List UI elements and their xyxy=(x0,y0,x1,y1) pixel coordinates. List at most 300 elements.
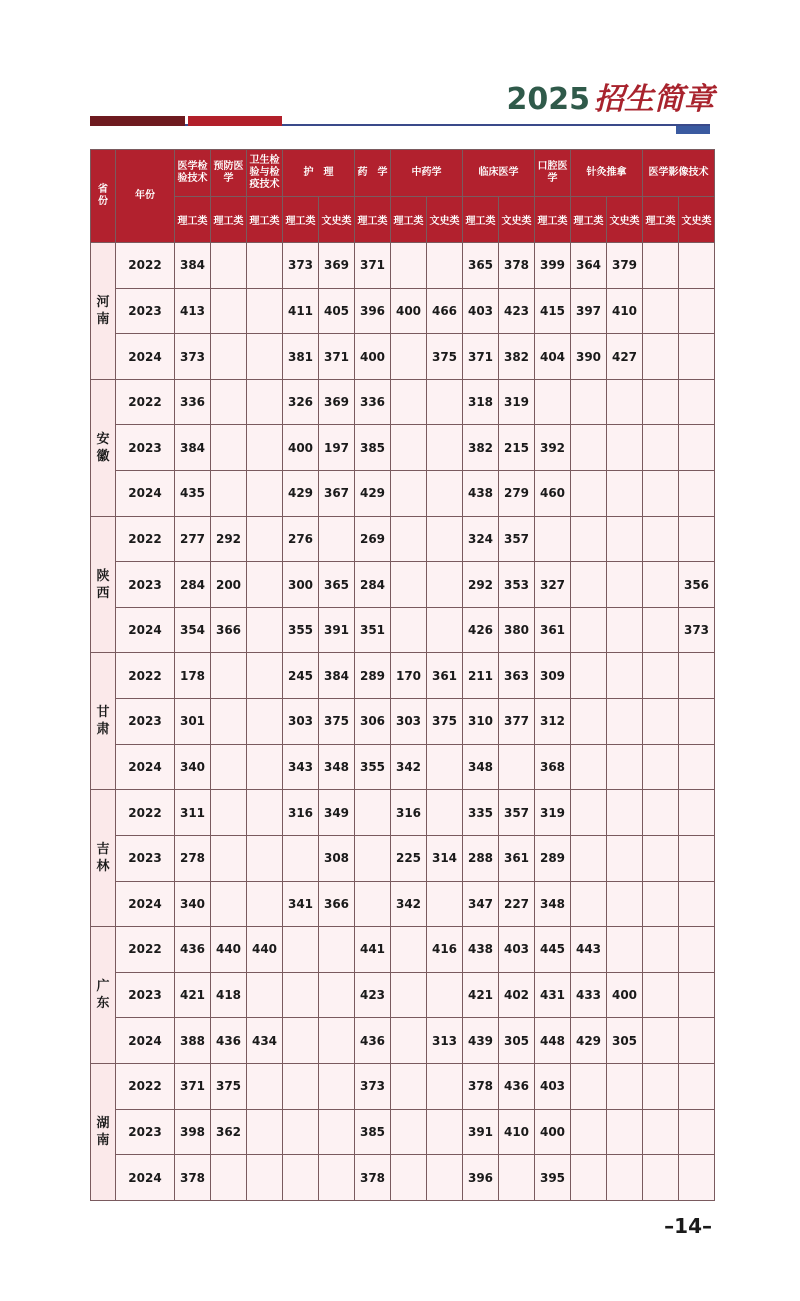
score-cell: 292 xyxy=(211,516,247,562)
score-cell xyxy=(607,425,643,471)
score-cell xyxy=(211,744,247,790)
score-cell xyxy=(679,288,715,334)
score-cell xyxy=(679,243,715,289)
score-cell xyxy=(571,607,607,653)
score-cell xyxy=(607,653,643,699)
score-cell xyxy=(643,1109,679,1155)
score-cell: 363 xyxy=(499,653,535,699)
score-cell: 429 xyxy=(571,1018,607,1064)
score-cell xyxy=(283,1109,319,1155)
subcategory-header: 理工类 xyxy=(211,197,247,243)
score-cell: 382 xyxy=(499,334,535,380)
score-cell xyxy=(607,699,643,745)
score-cell xyxy=(247,471,283,517)
score-cell xyxy=(607,562,643,608)
score-cell: 319 xyxy=(535,790,571,836)
score-cell xyxy=(571,1063,607,1109)
score-cell: 431 xyxy=(535,972,571,1018)
score-cell: 368 xyxy=(535,744,571,790)
score-cell: 378 xyxy=(463,1063,499,1109)
score-cell: 429 xyxy=(355,471,391,517)
score-cell: 371 xyxy=(355,243,391,289)
score-cell: 445 xyxy=(535,927,571,973)
table-row xyxy=(91,1018,715,1064)
score-cell: 310 xyxy=(463,699,499,745)
subcategory-header: 文史类 xyxy=(499,197,535,243)
score-cell: 306 xyxy=(355,699,391,745)
score-cell: 356 xyxy=(679,562,715,608)
score-cell xyxy=(355,835,391,881)
major-header: 药 学 xyxy=(355,150,391,197)
year-cell: 2023 xyxy=(116,699,175,745)
table-row xyxy=(91,607,715,653)
score-cell xyxy=(679,972,715,1018)
score-cell xyxy=(355,790,391,836)
year-cell: 2022 xyxy=(116,243,175,289)
score-cell xyxy=(211,379,247,425)
year-cell: 2024 xyxy=(116,471,175,517)
score-cell xyxy=(427,790,463,836)
score-cell: 427 xyxy=(607,334,643,380)
score-cell xyxy=(391,1063,427,1109)
score-cell: 197 xyxy=(319,425,355,471)
score-cell: 385 xyxy=(355,1109,391,1155)
subcategory-header: 理工类 xyxy=(535,197,571,243)
year-cell: 2023 xyxy=(116,425,175,471)
score-cell xyxy=(427,881,463,927)
score-cell: 429 xyxy=(283,471,319,517)
score-cell xyxy=(247,379,283,425)
score-cell xyxy=(247,653,283,699)
score-cell xyxy=(391,562,427,608)
score-cell xyxy=(211,425,247,471)
province-name: 安徽 xyxy=(96,431,110,464)
year-cell: 2024 xyxy=(116,1155,175,1201)
score-cell xyxy=(247,790,283,836)
score-cell: 384 xyxy=(175,425,211,471)
subcategory-header: 文史类 xyxy=(319,197,355,243)
score-cell: 354 xyxy=(175,607,211,653)
score-cell: 395 xyxy=(535,1155,571,1201)
score-cell xyxy=(247,1155,283,1201)
score-cell xyxy=(679,927,715,973)
score-cell xyxy=(643,927,679,973)
score-cell: 460 xyxy=(535,471,571,517)
score-cell: 433 xyxy=(571,972,607,1018)
table-row xyxy=(91,1155,715,1201)
major-header: 医学检验技术 xyxy=(175,150,211,197)
score-cell xyxy=(571,744,607,790)
score-cell: 405 xyxy=(319,288,355,334)
score-cell xyxy=(679,379,715,425)
score-cell: 316 xyxy=(283,790,319,836)
table-row xyxy=(91,516,715,562)
score-cell xyxy=(679,1109,715,1155)
province-cell xyxy=(91,516,116,653)
table-row xyxy=(91,790,715,836)
score-cell: 435 xyxy=(175,471,211,517)
subcategory-header: 理工类 xyxy=(175,197,211,243)
score-cell: 301 xyxy=(175,699,211,745)
score-cell xyxy=(391,471,427,517)
score-cell xyxy=(247,516,283,562)
score-cell xyxy=(607,379,643,425)
score-cell xyxy=(391,927,427,973)
score-cell: 200 xyxy=(211,562,247,608)
subcategory-header: 理工类 xyxy=(463,197,499,243)
score-cell: 379 xyxy=(607,243,643,289)
score-cell: 440 xyxy=(247,927,283,973)
table-row xyxy=(91,744,715,790)
score-cell xyxy=(211,243,247,289)
table-row xyxy=(91,334,715,380)
province-cell xyxy=(91,927,116,1064)
score-cell xyxy=(679,1155,715,1201)
score-cell: 227 xyxy=(499,881,535,927)
year-cell: 2024 xyxy=(116,744,175,790)
title-text: 招生简章 xyxy=(594,82,714,117)
score-cell: 245 xyxy=(283,653,319,699)
year-cell: 2023 xyxy=(116,288,175,334)
score-cell xyxy=(571,653,607,699)
score-cell xyxy=(247,562,283,608)
score-cell xyxy=(247,288,283,334)
score-cell xyxy=(283,972,319,1018)
score-cell: 289 xyxy=(535,835,571,881)
score-cell: 378 xyxy=(499,243,535,289)
score-cell xyxy=(643,471,679,517)
score-cell xyxy=(679,516,715,562)
score-cell: 284 xyxy=(175,562,211,608)
score-cell xyxy=(571,562,607,608)
table-row xyxy=(91,379,715,425)
year-cell: 2022 xyxy=(116,1063,175,1109)
score-cell xyxy=(247,425,283,471)
table-row xyxy=(91,699,715,745)
score-cell: 312 xyxy=(535,699,571,745)
score-cell xyxy=(607,1109,643,1155)
score-cell: 313 xyxy=(427,1018,463,1064)
score-cell: 277 xyxy=(175,516,211,562)
score-cell xyxy=(679,881,715,927)
score-cell: 436 xyxy=(499,1063,535,1109)
score-cell xyxy=(391,425,427,471)
score-cell xyxy=(643,744,679,790)
score-cell: 288 xyxy=(463,835,499,881)
score-cell: 366 xyxy=(319,881,355,927)
score-cell xyxy=(391,1155,427,1201)
header-bar-blue xyxy=(676,126,710,134)
score-cell xyxy=(679,471,715,517)
score-cell: 318 xyxy=(463,379,499,425)
score-cell: 385 xyxy=(355,425,391,471)
score-cell xyxy=(427,243,463,289)
table-row xyxy=(91,653,715,699)
score-cell: 466 xyxy=(427,288,463,334)
score-cell: 335 xyxy=(463,790,499,836)
score-cell xyxy=(247,243,283,289)
score-cell xyxy=(247,699,283,745)
score-cell xyxy=(607,835,643,881)
score-cell: 279 xyxy=(499,471,535,517)
score-cell: 351 xyxy=(355,607,391,653)
major-header: 临床医学 xyxy=(463,150,535,197)
score-cell xyxy=(643,1063,679,1109)
score-cell xyxy=(607,927,643,973)
score-cell: 311 xyxy=(175,790,211,836)
score-cell xyxy=(607,881,643,927)
year-cell: 2022 xyxy=(116,927,175,973)
score-cell xyxy=(211,653,247,699)
score-cell: 443 xyxy=(571,927,607,973)
score-cell xyxy=(283,835,319,881)
score-cell xyxy=(679,790,715,836)
score-cell: 178 xyxy=(175,653,211,699)
score-cell: 400 xyxy=(391,288,427,334)
score-cell xyxy=(571,699,607,745)
score-cell xyxy=(427,744,463,790)
subcategory-header: 理工类 xyxy=(571,197,607,243)
score-cell xyxy=(679,1063,715,1109)
score-cell xyxy=(211,699,247,745)
score-cell: 373 xyxy=(679,607,715,653)
subcategory-header: 文史类 xyxy=(679,197,715,243)
score-cell: 336 xyxy=(355,379,391,425)
score-cell xyxy=(283,927,319,973)
score-cell xyxy=(319,1018,355,1064)
score-cell: 396 xyxy=(463,1155,499,1201)
score-cell: 215 xyxy=(499,425,535,471)
table-row xyxy=(91,288,715,334)
score-cell xyxy=(571,1109,607,1155)
score-cell xyxy=(319,1109,355,1155)
score-cell xyxy=(283,1155,319,1201)
table-row xyxy=(91,1109,715,1155)
score-cell xyxy=(643,379,679,425)
year-cell: 2024 xyxy=(116,334,175,380)
header-bar-dark xyxy=(90,116,185,126)
score-cell xyxy=(319,516,355,562)
table-row xyxy=(91,972,715,1018)
score-cell: 361 xyxy=(535,607,571,653)
score-cell: 413 xyxy=(175,288,211,334)
score-cell: 403 xyxy=(499,927,535,973)
score-cell: 391 xyxy=(319,607,355,653)
score-cell: 439 xyxy=(463,1018,499,1064)
score-cell: 421 xyxy=(175,972,211,1018)
score-cell xyxy=(211,334,247,380)
year-cell: 2023 xyxy=(116,562,175,608)
score-cell: 324 xyxy=(463,516,499,562)
score-cell: 365 xyxy=(463,243,499,289)
score-cell xyxy=(391,334,427,380)
score-cell xyxy=(247,835,283,881)
score-cell: 355 xyxy=(283,607,319,653)
score-cell xyxy=(571,881,607,927)
score-cell: 400 xyxy=(535,1109,571,1155)
year-cell: 2024 xyxy=(116,607,175,653)
score-cell xyxy=(427,562,463,608)
subcategory-header: 理工类 xyxy=(355,197,391,243)
province-cell xyxy=(91,1063,116,1200)
major-header: 卫生检验与检疫技术 xyxy=(247,150,283,197)
score-cell: 342 xyxy=(391,881,427,927)
score-cell xyxy=(571,790,607,836)
score-cell: 355 xyxy=(355,744,391,790)
score-cell xyxy=(283,1063,319,1109)
score-cell xyxy=(607,471,643,517)
score-cell xyxy=(643,243,679,289)
score-cell: 404 xyxy=(535,334,571,380)
score-cell: 438 xyxy=(463,927,499,973)
score-cell: 278 xyxy=(175,835,211,881)
score-cell: 308 xyxy=(319,835,355,881)
score-cell xyxy=(643,1155,679,1201)
subcategory-header: 文史类 xyxy=(607,197,643,243)
score-cell: 303 xyxy=(391,699,427,745)
score-cell: 326 xyxy=(283,379,319,425)
score-cell: 402 xyxy=(499,972,535,1018)
score-cell xyxy=(247,972,283,1018)
province-cell xyxy=(91,379,116,516)
score-cell: 371 xyxy=(175,1063,211,1109)
score-cell: 410 xyxy=(499,1109,535,1155)
score-cell: 384 xyxy=(175,243,211,289)
year-cell: 2024 xyxy=(116,881,175,927)
score-cell xyxy=(391,243,427,289)
score-cell xyxy=(607,607,643,653)
province-name: 吉林 xyxy=(96,842,110,875)
title-year: 2025 xyxy=(506,82,590,117)
subcategory-header: 理工类 xyxy=(283,197,319,243)
year-cell: 2023 xyxy=(116,1109,175,1155)
score-cell xyxy=(643,1018,679,1064)
year-cell: 2022 xyxy=(116,516,175,562)
major-header: 护 理 xyxy=(283,150,355,197)
score-cell xyxy=(247,607,283,653)
score-cell: 388 xyxy=(175,1018,211,1064)
score-cell: 327 xyxy=(535,562,571,608)
score-cell xyxy=(391,607,427,653)
score-cell: 391 xyxy=(463,1109,499,1155)
score-cell: 342 xyxy=(391,744,427,790)
score-cell xyxy=(643,288,679,334)
score-cell: 303 xyxy=(283,699,319,745)
score-cell xyxy=(427,607,463,653)
score-cell: 378 xyxy=(355,1155,391,1201)
year-cell: 2024 xyxy=(116,1018,175,1064)
score-cell xyxy=(571,379,607,425)
score-cell: 369 xyxy=(319,243,355,289)
score-cell xyxy=(391,516,427,562)
score-cell: 416 xyxy=(427,927,463,973)
score-cell: 400 xyxy=(355,334,391,380)
score-cell xyxy=(607,516,643,562)
score-cell: 366 xyxy=(211,607,247,653)
score-cell xyxy=(427,379,463,425)
score-cell xyxy=(211,835,247,881)
score-cell xyxy=(679,835,715,881)
score-cell: 396 xyxy=(355,288,391,334)
subcategory-header: 理工类 xyxy=(391,197,427,243)
score-cell: 436 xyxy=(175,927,211,973)
score-cell: 269 xyxy=(355,516,391,562)
subcategory-header: 理工类 xyxy=(247,197,283,243)
score-cell xyxy=(643,607,679,653)
table-row xyxy=(91,927,715,973)
score-cell: 403 xyxy=(535,1063,571,1109)
province-column-header xyxy=(91,150,116,243)
score-cell: 357 xyxy=(499,790,535,836)
admission-score-table xyxy=(90,149,715,1201)
score-cell: 284 xyxy=(355,562,391,608)
province-name: 甘肃 xyxy=(96,705,110,738)
score-cell xyxy=(499,1155,535,1201)
score-cell xyxy=(427,972,463,1018)
score-cell: 375 xyxy=(211,1063,247,1109)
score-cell xyxy=(211,288,247,334)
major-header: 针灸推拿 xyxy=(571,150,643,197)
score-cell xyxy=(571,425,607,471)
score-cell xyxy=(391,1018,427,1064)
score-cell: 309 xyxy=(535,653,571,699)
score-cell xyxy=(571,835,607,881)
score-cell: 397 xyxy=(571,288,607,334)
score-cell xyxy=(211,790,247,836)
year-cell: 2023 xyxy=(116,972,175,1018)
province-name: 广东 xyxy=(96,979,110,1012)
score-cell xyxy=(535,516,571,562)
score-cell: 423 xyxy=(355,972,391,1018)
score-cell xyxy=(247,334,283,380)
score-cell xyxy=(535,379,571,425)
score-cell xyxy=(571,1155,607,1201)
score-cell: 426 xyxy=(463,607,499,653)
score-cell xyxy=(643,562,679,608)
score-cell: 421 xyxy=(463,972,499,1018)
score-cell: 289 xyxy=(355,653,391,699)
score-cell: 423 xyxy=(499,288,535,334)
score-cell xyxy=(283,1018,319,1064)
score-cell xyxy=(427,425,463,471)
score-cell: 348 xyxy=(319,744,355,790)
table-row xyxy=(91,425,715,471)
score-cell xyxy=(571,516,607,562)
year-cell: 2022 xyxy=(116,653,175,699)
subcategory-header: 理工类 xyxy=(643,197,679,243)
score-cell xyxy=(643,699,679,745)
score-cell xyxy=(679,425,715,471)
score-cell xyxy=(319,1063,355,1109)
score-cell: 340 xyxy=(175,744,211,790)
score-cell: 400 xyxy=(283,425,319,471)
score-cell xyxy=(247,744,283,790)
score-cell xyxy=(319,1155,355,1201)
score-cell: 348 xyxy=(535,881,571,927)
score-cell: 392 xyxy=(535,425,571,471)
score-cell xyxy=(607,790,643,836)
score-cell: 349 xyxy=(319,790,355,836)
score-cell: 399 xyxy=(535,243,571,289)
year-cell: 2022 xyxy=(116,379,175,425)
score-cell xyxy=(319,927,355,973)
score-cell xyxy=(643,972,679,1018)
score-cell: 373 xyxy=(283,243,319,289)
score-cell: 381 xyxy=(283,334,319,380)
major-header: 口腔医学 xyxy=(535,150,571,197)
score-cell xyxy=(643,790,679,836)
score-cell: 336 xyxy=(175,379,211,425)
